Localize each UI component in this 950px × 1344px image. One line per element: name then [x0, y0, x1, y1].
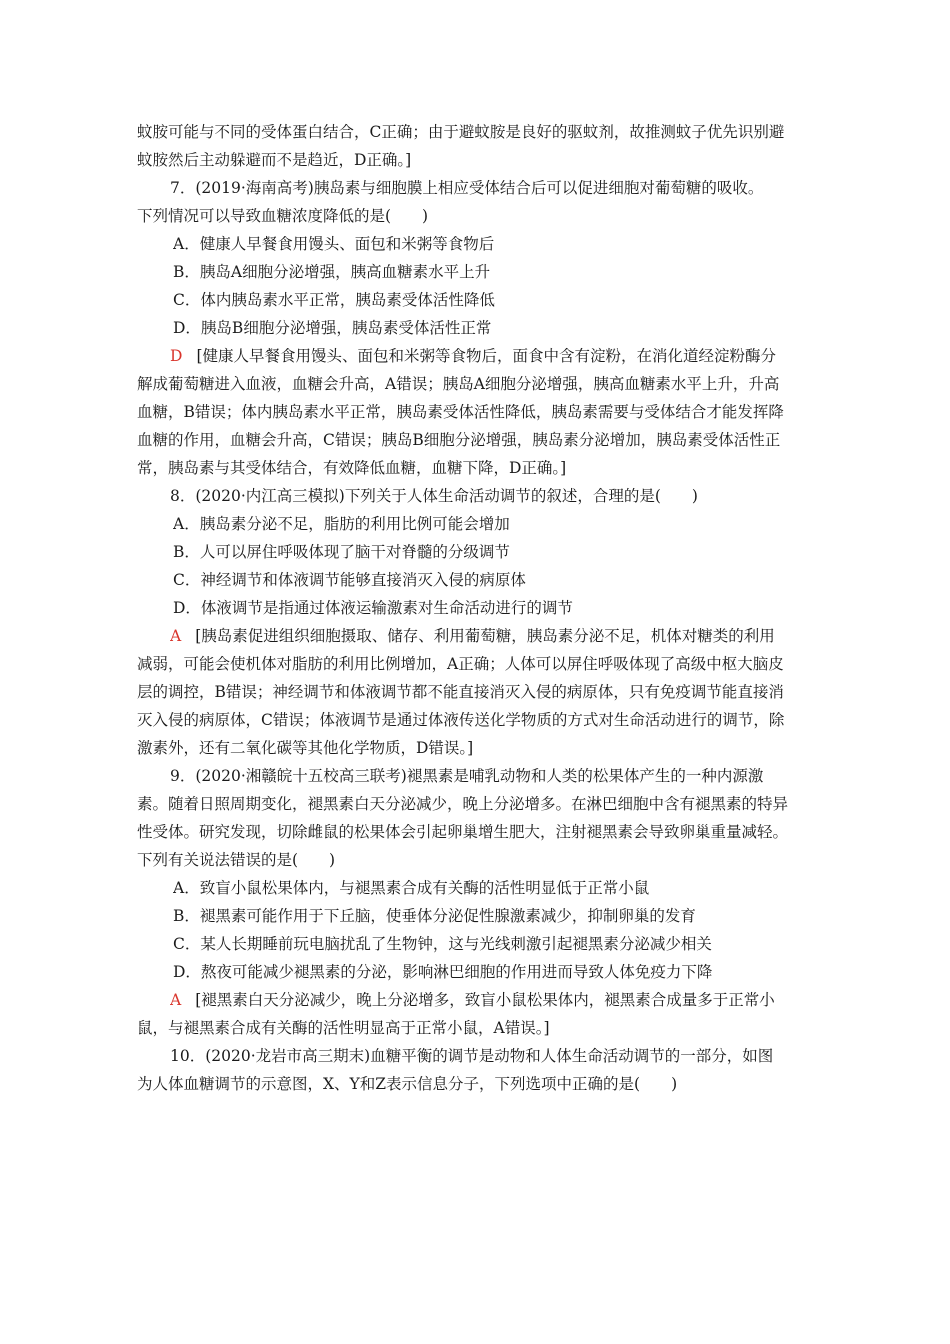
q9-explanation-cont: 鼠，与褪黑素合成有关酶的活性明显高于正常小鼠，A错误。]: [137, 1019, 550, 1037]
q9-answer-letter: A: [170, 991, 182, 1009]
q9-option-b: B．褪黑素可能作用于下丘脑，使垂体分泌促性腺激素减少，抑制卵巢的发育: [173, 907, 696, 925]
q8-explanation-cont: 激素外，还有二氧化碳等其他化学物质，D错误。]: [137, 739, 474, 757]
question-10-stem: 10．(2020·龙岩市高三期末)血糖平衡的调节是动物和人体生命活动调节的一部分，如图: [170, 1047, 774, 1065]
q8-answer-line: [170, 622, 827, 650]
question-10-stem-cont: 为人体血糖调节的示意图，X、Y和Z表示信息分子，下列选项中正确的是( ): [137, 1075, 678, 1093]
q7-option-c: C．体内胰岛素水平正常，胰岛素受体活性降低: [173, 291, 495, 309]
q7-explanation-cont: 解成葡萄糖进入血液，血糖会升高，A错误；胰岛A细胞分泌增强，胰高血糖素水平上升，升高: [137, 375, 780, 393]
q8-explanation-cont: 层的调控，B错误；神经调节和体液调节都不能直接消灭入侵的病原体，只有免疫调节能直接消: [137, 683, 784, 701]
q8-explanation-cont: 减弱，可能会使机体对脂肪的利用比例增加，A正确；人体可以屏住呼吸体现了高级中枢大脑皮: [137, 655, 784, 673]
q8-option-d: D．体液调节是指通过体液运输激素对生命活动进行的调节: [173, 599, 573, 617]
question-7-stem: 7．(2019·海南高考)胰岛素与细胞膜上相应受体结合后可以促进细胞对葡萄糖的吸收。: [170, 179, 764, 197]
q7-explanation-cont: 血糖，B错误；体内胰岛素水平正常，胰岛素受体活性降低，胰岛素需要与受体结合才能发挥降: [137, 403, 784, 421]
q7-explanation-cont: 常，胰岛素与其受体结合，有效降低血糖，血糖下降，D正确。]: [137, 459, 567, 477]
text-line: 蚊胺可能与不同的受体蛋白结合，C正确；由于避蚊胺是良好的驱蚊剂，故推测蚊子优先识别避: [137, 123, 785, 141]
q8-option-b: B．人可以屏住呼吸体现了脑干对脊髓的分级调节: [173, 543, 510, 561]
q8-option-a: A．胰岛素分泌不足，脂肪的利用比例可能会增加: [173, 515, 510, 533]
q7-answer-line: [170, 342, 827, 370]
q9-explanation: [褪黑素白天分泌减少，晚上分泌增多，致盲小鼠松果体内，褪黑素合成量多于正常小: [195, 991, 775, 1009]
q9-option-a: A．致盲小鼠松果体内，与褪黑素合成有关酶的活性明显低于正常小鼠: [173, 879, 650, 897]
question-9-stem-cont: 下列有关说法错误的是( ): [137, 851, 336, 869]
q8-option-c: C．神经调节和体液调节能够直接消灭入侵的病原体: [173, 571, 526, 589]
q7-explanation: [健康人早餐食用馒头、面包和米粥等食物后，面食中含有淀粉，在消化道经淀粉酶分: [196, 347, 776, 365]
question-9-stem-cont: 素。随着日照周期变化，褪黑素白天分泌减少，晚上分泌增多。在淋巴细胞中含有褪黑素的特异: [137, 795, 789, 813]
question-7-stem-cont: 下列情况可以导致血糖浓度降低的是( ): [137, 207, 429, 225]
q7-option-b: B．胰岛A细胞分泌增强，胰高血糖素水平上升: [173, 263, 491, 281]
q7-option-d: D．胰岛B细胞分泌增强，胰岛素受体活性正常: [173, 319, 492, 337]
q9-option-c: C．某人长期睡前玩电脑扰乱了生物钟，这与光线刺激引起褪黑素分泌减少相关: [173, 935, 712, 953]
q9-option-d: D．熬夜可能减少褪黑素的分泌，影响淋巴细胞的作用进而导致人体免疫力下降: [173, 963, 713, 981]
q8-explanation: [胰岛素促进组织细胞摄取、储存、利用葡萄糖，胰岛素分泌不足，机体对糖类的利用: [195, 627, 775, 645]
question-9-stem: 9．(2020·湘赣皖十五校高三联考)褪黑素是哺乳动物和人类的松果体产生的一种内源激: [170, 767, 764, 785]
q7-answer-letter: D: [170, 347, 183, 365]
q8-explanation-cont: 灭入侵的病原体，C错误；体液调节是通过体液传送化学物质的方式对生命活动进行的调节，除: [137, 711, 785, 729]
q7-option-a: A．健康人早餐食用馒头、面包和米粥等食物后: [173, 235, 495, 253]
text-line: 蚊胺然后主动躲避而不是趋近，D正确。]: [137, 151, 412, 169]
q8-answer-letter: A: [170, 627, 182, 645]
q9-answer-line: [170, 986, 827, 1014]
question-8-stem: 8．(2020·内江高三模拟)下列关于人体生命活动调节的叙述，合理的是( ): [170, 487, 698, 505]
q7-explanation-cont: 血糖的作用，血糖会升高，C错误；胰岛B细胞分泌增强，胰岛素分泌增加，胰岛素受体活性正: [137, 431, 781, 449]
question-9-stem-cont: 性受体。研究发现，切除雌鼠的松果体会引起卵巢增生肥大，注射褪黑素会导致卵巢重量减轻。: [137, 823, 789, 841]
